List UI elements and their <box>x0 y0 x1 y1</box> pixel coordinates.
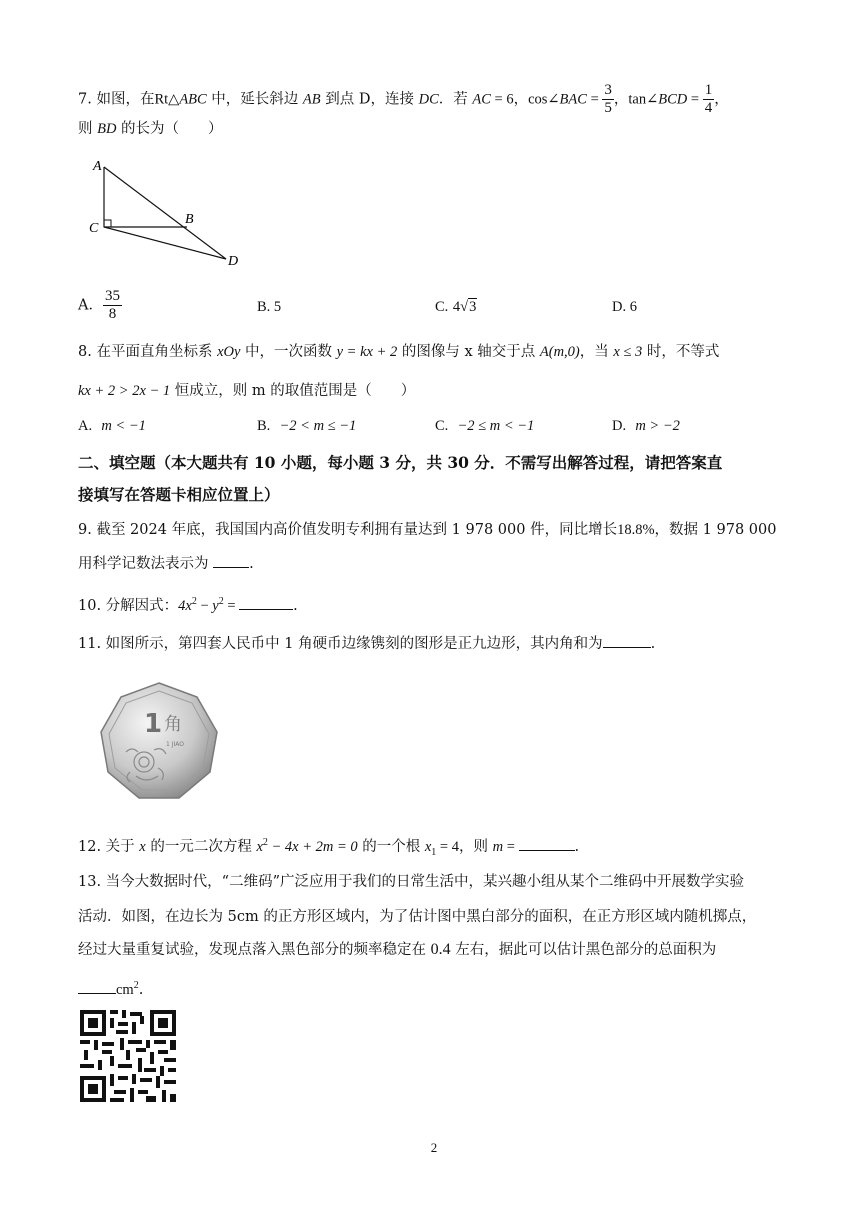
q9-line1: 9. 截至 2024 年底，我国国内高价值发明专利拥有量达到 1 978 000 件，同比增长18.8%，数据 1 978 000 <box>78 522 777 538</box>
coin-small-text: 1 JIAO <box>166 741 184 748</box>
q8-line1: 8. 在平面直角坐标系 xOy 中，一次函数 y = kx + 2 的图像与 x 轴交于点 A(m,0)，当 x ≤ 3 时，不等式 <box>78 344 720 360</box>
q13-line3: 经过大量重复试验，发现点落入黑色部分的频率稳定在 0.4 左右，据此可以估计黑色部分的总面积为 <box>78 941 717 958</box>
coin-char: 角 <box>164 714 182 735</box>
qr-code-image <box>80 1010 176 1102</box>
q7-option-c: C. 4√3 <box>435 299 477 315</box>
q7-line2: 则 BD 的长为（ ） <box>78 121 223 137</box>
q13-line1: 13. 当今大数据时代，“二维码”广泛应用于我们的日常生活中，某兴趣小组从某个二维码中开展数学实验 <box>78 874 744 890</box>
q7-option-b: B. 5 <box>257 299 282 315</box>
answer-blank[interactable] <box>78 979 116 994</box>
answer-blank[interactable] <box>603 633 651 648</box>
vertex-label-b: B <box>185 212 194 227</box>
page-number: 2 <box>430 1140 438 1155</box>
coin-image <box>96 680 222 806</box>
section-heading-line2: 接填写在答题卡相应位置上） <box>78 485 280 504</box>
fraction-3-5: $\frac{3}{5}$ <box>604 82 612 116</box>
q12-line: 12. 关于 x 的一元二次方程 $x^2 - 4x + 2m = 0$ 的一个根 $x_1 = 4$，则 m = . <box>78 837 580 858</box>
q10-line: 10. 分解因式：$4x^2 - y^2$ = . <box>78 596 298 614</box>
answer-blank[interactable] <box>213 553 249 568</box>
q11-line: 11. 如图所示，第四套人民币中 1 角硬币边缘镌刻的图形是正九边形，其内角和为 . <box>78 633 655 655</box>
answer-blank[interactable] <box>239 595 293 610</box>
vertex-label-c: C <box>89 221 99 236</box>
q8-line2: kx + 2 > 2x − 1 恒成立，则 m 的取值范围是（ ） <box>78 383 416 399</box>
nonagon-edge <box>101 683 217 798</box>
q8-option-d: D. m > −2 <box>612 418 680 434</box>
q13-line4: $cm^2$. <box>78 975 143 1001</box>
q7-line1: 7. 如图，在Rt△ABC 中，延长斜边 AB 到点 D，连接 DC．若 AC = 6，cos∠BAC = $\frac{3}{5}$ ，tan∠BCD = $\frac{1}{4}$ ， <box>78 82 729 116</box>
fraction-1-4: $\frac{1}{4}$ <box>704 82 713 116</box>
q7-option-d: D. 6 <box>612 299 637 315</box>
q9-line2: 用科学记数法表示为 . <box>78 553 254 575</box>
answer-blank[interactable] <box>519 836 575 851</box>
coin-numeral: 1 <box>144 709 163 739</box>
q7-option-a: A． $\frac{35}{8}$ <box>78 288 120 322</box>
q8-option-b: B. −2 < m ≤ −1 <box>257 418 357 434</box>
q8-option-c: C. −2 ≤ m < −1 <box>435 418 535 434</box>
vertex-label-a: A <box>93 159 102 174</box>
vertex-label-d: D <box>228 254 239 269</box>
section-heading-line1: 二、填空题（本大题共有 10 小题，每小题 3 分，共 30 分．不需写出解答过程，请把答案直 <box>78 453 723 472</box>
q13-line2: 活动．如图，在边长为 5cm 的正方形区域内，为了估计图中黑白部分的面积，在正方形区域内随机掷点， <box>78 909 757 925</box>
q8-option-a: A. m < −1 <box>78 418 146 434</box>
triangle-figure <box>84 155 254 275</box>
